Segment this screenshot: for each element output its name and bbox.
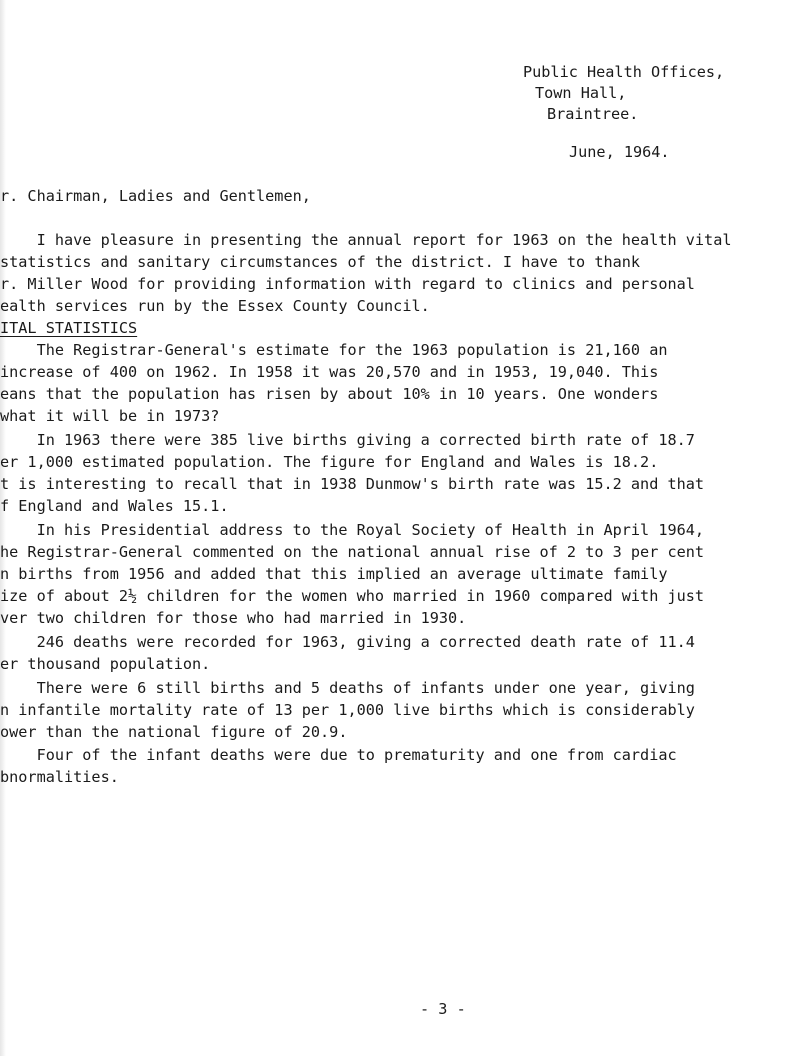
body-line: In 1963 there were 385 live births giving a corrected birth rate of 18.7 (0, 431, 695, 449)
sender-address (523, 62, 724, 125)
body-line: eans that the population has risen by about 10% in 10 years. One wonders (0, 385, 659, 403)
address-line: Town Hall, (535, 84, 627, 102)
body-line: ower than the national figure of 20.9. (0, 723, 348, 741)
body-line: he Registrar-General commented on the national annual rise of 2 to 3 per cent (0, 543, 705, 561)
body-line: 246 deaths were recorded for 1963, giving a corrected death rate of 11.4 (0, 633, 695, 651)
body-line: r. Miller Wood for providing information with regard to clinics and personal (0, 275, 695, 293)
body-line: n infantile mortality rate of 13 per 1,000 live births which is considerably (0, 701, 695, 719)
body-line: f England and Wales 15.1. (0, 497, 229, 515)
body-line: Four of the infant deaths were due to prematurity and one from cardiac (0, 746, 677, 764)
body-line: increase of 400 on 1962. In 1958 it was 20,570 and in 1953, 19,040. This (0, 363, 659, 381)
section-heading: ITAL STATISTICS (0, 319, 138, 337)
address-line: Braintree. (547, 105, 639, 123)
body-line: I have pleasure in presenting the annual report for 1963 on the health vital (0, 231, 732, 249)
body-line: ver two children for those who had married in 1930. (0, 609, 467, 627)
body-line: The Registrar-General's estimate for the 1963 population is 21,160 an (0, 341, 668, 359)
body-line: There were 6 still births and 5 deaths of infants under one year, giving (0, 679, 695, 697)
body-line: ealth services run by the Essex County Council. (0, 297, 430, 315)
body-line: t is interesting to recall that in 1938 Dunmow's birth rate was 15.2 and that (0, 475, 705, 493)
body-line: ize of about 2½ children for the women who married in 1960 compared with just (0, 587, 705, 605)
page-number: - 3 - (420, 1000, 466, 1018)
body-line: bnormalities. (0, 768, 119, 786)
body-line: In his Presidential address to the Royal Society of Health in April 1964, (0, 521, 705, 539)
body-line: n births from 1956 and added that this implied an average ultimate family (0, 565, 668, 583)
salutation: r. Chairman, Ladies and Gentlemen, (0, 187, 311, 205)
body-line: er thousand population. (0, 655, 211, 673)
letter-date: June, 1964. (569, 143, 670, 161)
body-line: statistics and sanitary circumstances of the district. I have to thank (0, 253, 641, 271)
body-line: er 1,000 estimated population. The figure for England and Wales is 18.2. (0, 453, 659, 471)
body-line: what it will be in 1973? (0, 407, 220, 425)
address-line: Public Health Offices, (523, 63, 725, 81)
